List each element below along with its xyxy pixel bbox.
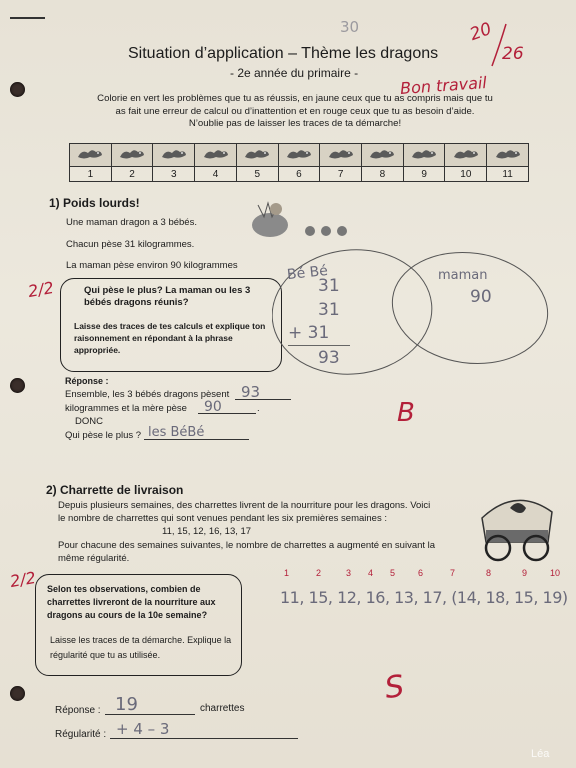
work-index: 6 (418, 568, 424, 578)
work-index: 3 (346, 568, 352, 578)
watermark: Léa (531, 748, 550, 760)
tracker-dragon-cell[interactable] (278, 144, 320, 167)
tracker-dragon-cell[interactable] (111, 144, 153, 167)
work-sum-line (288, 345, 350, 346)
who-field[interactable] (144, 423, 249, 440)
problem2-answer-label: Réponse : (55, 705, 101, 716)
problem1-answer-line1: Ensemble, les 3 bébés dragons pèsent (65, 389, 230, 400)
tracker-number-cell: 9 (403, 167, 445, 182)
tracker-number-cell: 10 (445, 167, 487, 182)
binder-hole (10, 82, 25, 97)
donc-label: DONC (75, 416, 103, 427)
tracker-number-cell: 1 (70, 167, 112, 182)
problem2-intro: le nombre de charrettes qui sont venues pendant les six premières semaines : (58, 513, 387, 524)
dragon-icon (410, 147, 438, 161)
charrettes-answer-field[interactable] (105, 694, 195, 715)
tracker-number-cell: 7 (320, 167, 362, 182)
tracker-number-cell: 6 (278, 167, 320, 182)
number-row (70, 167, 529, 182)
score-top: 20 (467, 18, 495, 46)
work-index: 10 (550, 568, 561, 578)
binder-hole (10, 686, 25, 701)
dragon-icon (327, 147, 355, 161)
page-title: Situation d’application – Thème les dragons (128, 45, 439, 62)
work-number: 93 (318, 348, 340, 368)
mother-weight-value: 90 (204, 399, 222, 415)
regularity-value: + 4 – 3 (116, 720, 170, 738)
work-index: 2 (316, 568, 322, 578)
work-indices (282, 568, 576, 580)
tracker-dragon-cell[interactable] (70, 144, 112, 167)
dragon-icon (452, 147, 480, 161)
problem2-heading: 2) Charrette de livraison (46, 483, 184, 497)
problem2-question: Selon tes observations, combien de charrettes livreront de la nourriture aux dragons au cours de la 10e semaine? (47, 584, 216, 620)
tracker-number-cell: 8 (362, 167, 404, 182)
tracker-number-cell: 4 (195, 167, 237, 182)
charrettes-answer-value: 19 (115, 694, 138, 715)
mother-weight-field[interactable] (198, 398, 256, 414)
dragon-icon (202, 147, 230, 161)
dragon-icon (76, 147, 104, 161)
dragon-icon (243, 147, 271, 161)
page-subtitle: - 2e année du primaire - (230, 66, 359, 80)
problem1-question: Qui pèse le plus? La maman ou les 3 bébés dragons réunis? (84, 285, 251, 308)
babies-sum-value: 93 (241, 383, 261, 401)
tracker-number-cell: 11 (487, 167, 529, 182)
top-left-dash (10, 17, 45, 19)
work-label-mom: maman (438, 268, 488, 283)
regularity-label: Régularité : (55, 729, 107, 740)
problem1-line: Une maman dragon a 3 bébés. (66, 217, 197, 228)
problem2-sequence: 11, 15, 12, 16, 13, 17 (162, 526, 252, 537)
work-index: 8 (486, 568, 492, 578)
work-number: + 31 (288, 323, 330, 343)
tracker-number-cell: 2 (111, 167, 153, 182)
problem1-grade: B (397, 398, 415, 428)
tracker-dragon-cell[interactable] (195, 144, 237, 167)
charrettes-unit: charrettes (200, 703, 245, 714)
work-index: 9 (522, 568, 528, 578)
problem2-intro: Pour chacune des semaines suivantes, le nombre de charrettes a augmenté en suivant la (58, 540, 436, 551)
dragon-icon (368, 147, 396, 161)
progress-tracker-table (69, 143, 529, 182)
tracker-dragon-cell[interactable] (487, 144, 529, 167)
work-index: 7 (450, 568, 456, 578)
problem1-line: Chacun pèse 31 kilogrammes. (66, 239, 195, 250)
tracker-number-cell: 3 (153, 167, 195, 182)
problem2-intro: Depuis plusieurs semaines, des charrettes livrent de la nourriture pour les dragons. Voici (58, 500, 431, 511)
problem1-answer-line2: kilogrammes et la mère pèse (65, 403, 187, 414)
top-number: 30 (340, 18, 360, 36)
dragon-icon (285, 147, 313, 161)
tracker-dragon-cell[interactable] (236, 144, 278, 167)
dragon-icon (494, 147, 522, 161)
regularity-field[interactable] (110, 720, 298, 739)
problem1-answer-label: Réponse : (65, 376, 109, 386)
work-index: 1 (284, 568, 290, 578)
problem1-hint: Laisse des traces de tes calculs et explique ton raisonnement en répondant à la phrase appropriée. (74, 321, 266, 355)
problem1-score: 2/2 (26, 277, 56, 302)
tracker-dragon-cell[interactable] (403, 144, 445, 167)
score-bottom: 26 (502, 44, 524, 64)
problem2-hint: Laisse les traces de ta démarche. Explique la régularité que tu as utilisée. (50, 635, 232, 660)
tracker-dragon-cell[interactable] (153, 144, 195, 167)
problem1-heading: 1) Poids lourds! (49, 196, 140, 210)
work-sequence: 11, 15, 12, 16, 13, 17, (14, 18, 15, 19) (280, 588, 568, 607)
dragon-icon (118, 147, 146, 161)
problem1-line: La maman pèse environ 90 kilogrammes (66, 260, 238, 271)
dragon-icon (160, 147, 188, 161)
binder-hole (10, 378, 25, 393)
wagon-illustration (478, 490, 556, 565)
work-number: 31 (318, 300, 340, 320)
work-index: 5 (390, 568, 396, 578)
work-number: 31 (318, 276, 340, 296)
who-label: Qui pèse le plus ? (65, 430, 142, 441)
instructions (60, 93, 530, 131)
problem2-intro: même régularité. (58, 553, 130, 564)
instruction-line: N’oublie pas de laisser les traces de ta démarche! (188, 118, 402, 129)
who-value: les BéBé (148, 425, 205, 440)
instruction-line: Colorie en vert les problèmes que tu as réussis, en jaune ceux que tu as compris mais que tu (97, 93, 493, 104)
problem2-grade: S (382, 668, 407, 707)
sentence-period: . (257, 403, 260, 414)
instruction-line: as fait une erreur de calcul ou d’inattention et en rouge ceux que tu as besoin d’aide. (115, 105, 475, 117)
dragon-icon-row (70, 144, 529, 167)
work-mom-value: 90 (470, 287, 492, 307)
tracker-dragon-cell[interactable] (445, 144, 487, 167)
problem2-score: 2/2 (8, 567, 38, 592)
tracker-dragon-cell[interactable] (362, 144, 404, 167)
praise-text: Bon travail (399, 72, 488, 99)
tracker-dragon-cell[interactable] (320, 144, 362, 167)
work-label-babies: Bé Bé (286, 262, 329, 284)
work-ovals (272, 232, 562, 382)
work-index: 4 (368, 568, 374, 578)
tracker-number-cell: 5 (236, 167, 278, 182)
